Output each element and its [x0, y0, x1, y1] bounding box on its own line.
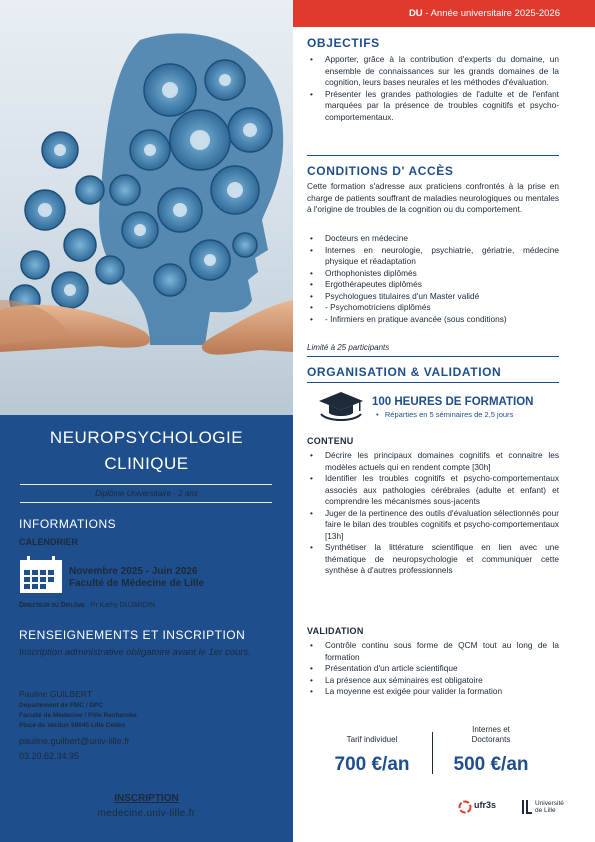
- objectifs-rule: [307, 155, 559, 156]
- contact-line: Place de Verdun 59045 Lille Cedex: [19, 722, 126, 729]
- hours-subtitle: • Réparties en 5 séminaires de 2,5 jours: [376, 410, 514, 419]
- calendar-location: Faculté de Médecine de Lille: [69, 578, 205, 589]
- calendar-details: [69, 566, 204, 590]
- conditions-rule: [307, 356, 559, 357]
- tarif-label-interns-line2: Doctorants: [471, 735, 511, 744]
- list-item: • Juger de la pertinence des outils d'évaluation sélectionnés pour faire le bilan des troubles cognitifs et psycho-comportementaux [13h]: [307, 508, 559, 543]
- contact-email-link[interactable]: pauline.guilbert@univ-lille.fr: [19, 736, 130, 746]
- list-item: • La moyenne est exigée pour valider la formation: [307, 686, 559, 698]
- organisation-heading: ORGANISATION & VALIDATION: [307, 365, 502, 379]
- inscription-label: INSCRIPTION: [114, 793, 179, 804]
- page-title-line2: CLINIQUE: [104, 454, 189, 473]
- list-item: • - Psychomotriciens diplômés: [307, 302, 559, 314]
- list-item: • Présentation d'un article scientifique: [307, 663, 559, 675]
- gear-head-illustration: [0, 0, 293, 415]
- contact-phone: 03.20.62.34.95: [19, 751, 80, 761]
- objectifs-list: [307, 54, 559, 123]
- hours-subtitle-text: Réparties en 5 séminaires de 2,5 jours: [384, 410, 514, 419]
- calendar-dates: Novembre 2025 - Juin 2026: [69, 566, 198, 577]
- list-item: • Docteurs en médecine: [307, 233, 559, 245]
- inscription-link[interactable]: medecine.univ-lille.fr: [97, 808, 196, 819]
- tarif-label-interns: [436, 725, 546, 745]
- conditions-intro: Cette formation s'adresse aux praticiens confrontés à la prise en charge de patients souffrant de maladies neurologiques ou mentales à l'origine de troubles de la cognition ou du comportement.: [307, 181, 559, 214]
- contenu-list: [307, 450, 559, 577]
- banner-text: - Année universitaire 2025-2026: [422, 8, 560, 19]
- list-item: • Internes en neurologie, psychiatrie, gériatrie, médecine physique et réadaptation: [307, 245, 559, 268]
- list-item: • La présence aux séminaires est obligatoire: [307, 675, 559, 687]
- university-logo-line2: de Lille: [535, 807, 556, 814]
- university-logo-icon: [521, 800, 533, 814]
- university-logo-line1: Université: [535, 800, 564, 807]
- list-item: • Apporter, grâce à la contribution d'experts du domaine, un ensemble de connaissances sur les grands domaines de la cognition, leurs bases neurales et les méthodes d'évaluation.: [307, 54, 559, 89]
- contact-line: Département de FMC / DPC: [19, 702, 104, 709]
- tarif-label-interns-line1: Internes et: [472, 725, 510, 734]
- list-item: • Identifier les troubles cognitifs et psycho-comportementaux associés aux pathologies cérébrales (adulte et enfant) et comprendre les mécanismes sous-jacents: [307, 473, 559, 508]
- objectifs-heading: OBJECTIFS: [307, 36, 380, 50]
- list-item: • Décrire les principaux domaines cognitifs et connaitre les modèles actuels qui en rendent compte [30h]: [307, 450, 559, 473]
- page-title-line1: NEUROPSYCHOLOGIE: [49, 428, 244, 447]
- list-item: • Synthétiser la littérature scientifique en lien avec une thématique de neuropsychologie et communiquer cette synthèse à d'autres professionnels: [307, 542, 559, 577]
- hero-image: [0, 0, 293, 415]
- calendar-icon: [19, 556, 63, 594]
- ufr-logo-text: ufr3s: [474, 800, 497, 810]
- diploma-subtitle: Diplôme Universitaire - 2 ans: [95, 489, 198, 498]
- director-label: Directeur du Diplôme: [19, 602, 85, 609]
- university-logo-text: [535, 800, 564, 814]
- hours-title: 100 HEURES DE FORMATION: [372, 396, 534, 408]
- list-item: • Contrôle continu sous forme de QCM tout au long de la formation: [307, 640, 559, 663]
- list-item: • Psychologues titulaires d'un Master validé: [307, 291, 559, 303]
- tarif-separator: [432, 732, 433, 774]
- contenu-heading: CONTENU: [307, 436, 354, 446]
- tarif-label-individual: Tarif individuel: [346, 735, 398, 744]
- tarif-value-interns: 500 €/an: [453, 754, 529, 775]
- renseignements-heading: RENSEIGNEMENTS ET INSCRIPTION: [19, 628, 246, 642]
- graduation-cap-icon: [317, 388, 365, 424]
- title-rule-bottom: [20, 502, 272, 503]
- renseignements-text: Inscription administrative obligatoire avant le 1er cours.: [19, 647, 251, 658]
- tarif-value-individual: 700 €/an: [334, 754, 410, 775]
- calendrier-label: CALENDRIER: [19, 537, 79, 547]
- contact-name: Pauline GUILBERT: [19, 689, 93, 699]
- left-column: [0, 0, 293, 842]
- validation-heading: VALIDATION: [307, 626, 364, 636]
- list-item: • Orthophonistes diplômés: [307, 268, 559, 280]
- banner-prefix: DU: [408, 8, 423, 19]
- informations-heading: INFORMATIONS: [19, 517, 117, 531]
- ufr-logo-icon: [458, 800, 472, 814]
- validation-list: [307, 640, 559, 698]
- director-name: : Pr Kathy DUJARDIN: [84, 602, 155, 609]
- year-banner: [293, 0, 595, 27]
- organisation-rule: [307, 382, 559, 383]
- list-item: • - Infirmiers en pratique avancée (sous conditions): [307, 314, 559, 326]
- conditions-heading: CONDITIONS D' ACCÈS: [307, 164, 454, 178]
- participants-limit: Limité à 25 participants: [307, 343, 390, 352]
- contact-line: Faculté de Médecine / Pôle Recherche: [19, 712, 137, 719]
- list-item: • Ergothérapeutes diplômés: [307, 279, 559, 291]
- title-rule-top: [20, 484, 272, 485]
- list-item: • Présenter les grandes pathologies de l'adulte et de l'enfant marquées par la présence de troubles cognitifs et psycho-comportementaux.: [307, 89, 559, 124]
- conditions-list: [307, 233, 559, 325]
- director: [19, 602, 155, 609]
